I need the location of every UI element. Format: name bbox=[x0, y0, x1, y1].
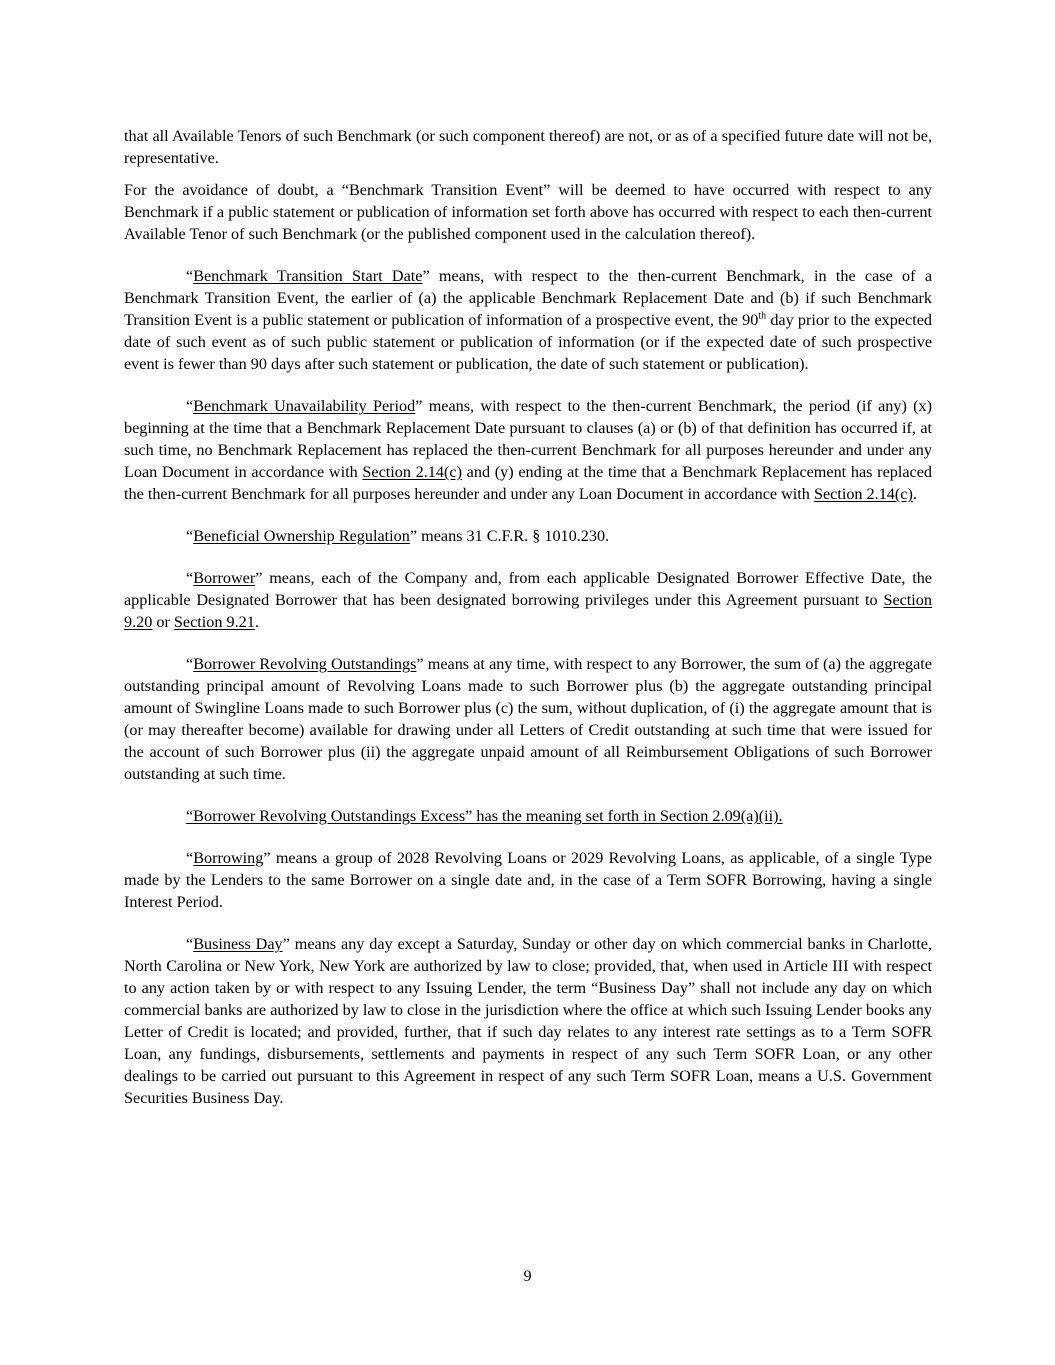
paragraph-tenors-continuation: that all Available Tenors of such Benchmark (or such component thereof) are not, or as of a specified future date will not be, representative. bbox=[124, 127, 932, 167]
defined-term: Benchmark Unavailability Period bbox=[193, 397, 416, 415]
section-reference: Section 2.14(c) bbox=[362, 463, 462, 481]
paragraph-avoidance-of-doubt: For the avoidance of doubt, a “Benchmark Transition Event” will be deemed to have occurred with respect to any Benchmark if a public statement or publication of information set forth above has occurred with respect to each then-current Available Tenor of such Benchmark (or the published component used in the calculation thereof). bbox=[124, 181, 932, 243]
definition-borrower: “Borrower” means, each of the Company and, from each applicable Designated Borrower Effective Date, the applicable Designated Borrower that has been designated borrowing privileges under this Agreement pursuant to Section 9.20 or Section 9.21. bbox=[124, 569, 932, 631]
ordinal-suffix: th bbox=[758, 310, 767, 322]
inserted-definition-text: “Borrower Revolving Outstandings Excess” has the meaning set forth in Section 2.09(a)(ii). bbox=[186, 807, 783, 825]
definition-benchmark-transition-start-date: “Benchmark Transition Start Date” means, with respect to the then-current Benchmark, in the case of a Benchmark Transition Event, the earlier of (a) the applicable Benchmark Replacement Date and (b) if such Benchmark Transition Event is a public statement or publication of information of a prospective event, the 90th day prior to the expected date of such event as of such public statement or publication of information (or if the expected date of such prospective event is fewer than 90 days after such statement or publication, the date of such statement or publication). bbox=[124, 267, 933, 373]
definition-business-day: “Business Day” means any day except a Saturday, Sunday or other day on which commercial banks in Charlotte, North Carolina or New York, New York are authorized by law to close; provided, that, when used in Article III with respect to any action taken by or with respect to any Issuing Lender, the term “Business Day” shall not include any day on which commercial banks are authorized by law to close in the jurisdiction where the office at which such Issuing Lender books any Letter of Credit is located; and provided, further, that if such day relates to any interest rate settings as to a Term SOFR Loan, any fundings, disbursements, settlements and payments in respect of any such Term SOFR Loan, or any other dealings to be carried out pursuant to this Agreement in respect of any such Term SOFR Loan, means a U.S. Government Securities Business Day. bbox=[124, 935, 932, 1107]
document-page bbox=[124, 125, 932, 1109]
defined-term: Borrower bbox=[193, 569, 256, 587]
defined-term: Business Day bbox=[193, 935, 283, 953]
page-number: 9 bbox=[523, 1267, 532, 1285]
definition-borrower-revolving-outstandings-excess bbox=[124, 805, 932, 827]
definition-borrowing: “Borrowing” means a group of 2028 Revolving Loans or 2029 Revolving Loans, as applicable, of a single Type made by the Lenders to the same Borrower on a single date and, in the case of a Term SOFR Borrowing, having a single Interest Period. bbox=[124, 849, 932, 911]
definition-benchmark-unavailability-period: “Benchmark Unavailability Period” means, with respect to the then-current Benchmark, the period (if any) (x) beginning at the time that a Benchmark Replacement Date pursuant to clauses (a) or (b) of that definition has occurred if, at such time, no Benchmark Replacement has replaced the then-current Benchmark for all purposes hereunder and under any Loan Document in accordance with Section 2.14(c) and (y) ending at the time that a Benchmark Replacement has replaced the then-current Benchmark for all purposes hereunder and under any Loan Document in accordance with Section 2.14(c). bbox=[124, 397, 932, 503]
defined-term: Benchmark Transition Start Date bbox=[193, 267, 423, 285]
section-reference: Section 2.14(c) bbox=[813, 485, 913, 503]
defined-term: Beneficial Ownership Regulation bbox=[193, 527, 410, 545]
definition-borrower-revolving-outstandings: “Borrower Revolving Outstandings” means at any time, with respect to any Borrower, the sum of (a) the aggregate outstanding principal amount of Revolving Loans made to such Borrower plus (b) the aggregate outstanding principal amount of Swingline Loans made to such Borrower plus (c) the sum, without duplication, of (i) the aggregate amount that is (or may thereafter become) available for drawing under all Letters of Credit outstanding at such time that were issued for the account of such Borrower plus (ii) the aggregate unpaid amount of all Reimbursement Obligations of such Borrower outstanding at such time. bbox=[124, 655, 932, 783]
defined-term: Borrower Revolving Outstandings bbox=[193, 655, 417, 673]
defined-term: Borrowing bbox=[193, 849, 264, 867]
section-reference: Section 9.21 bbox=[173, 613, 255, 631]
section-reference: Section 9.20 bbox=[124, 591, 932, 631]
definition-beneficial-ownership-regulation: “Beneficial Ownership Regulation” means 31 C.F.R. § 1010.230. bbox=[186, 527, 610, 545]
